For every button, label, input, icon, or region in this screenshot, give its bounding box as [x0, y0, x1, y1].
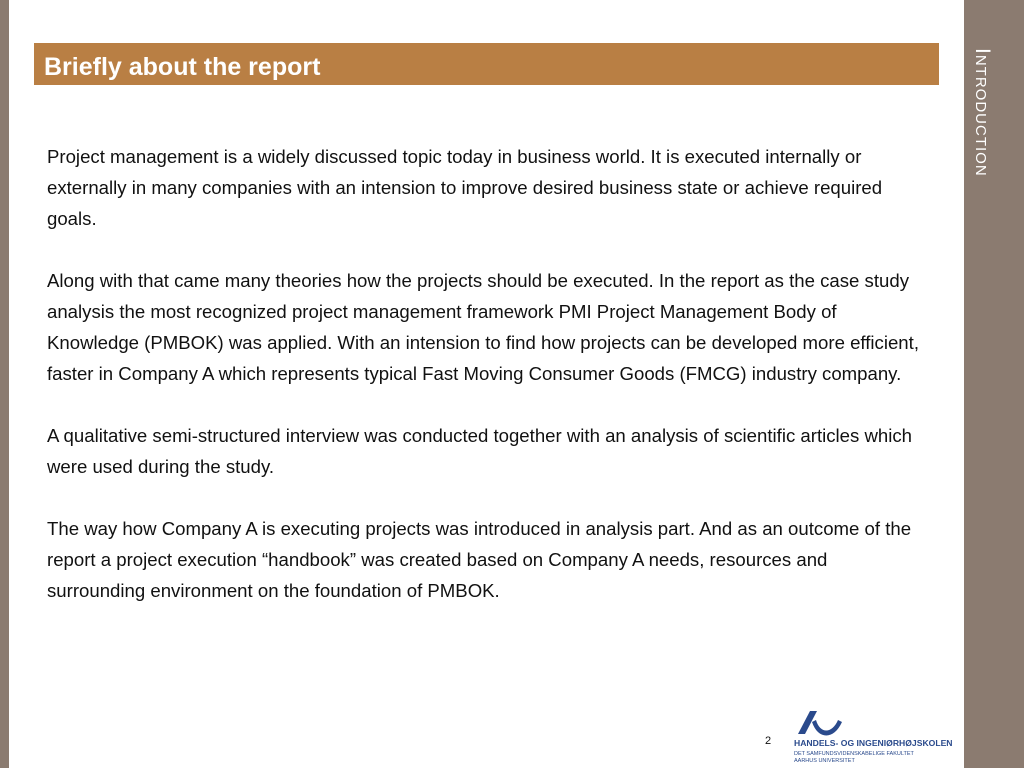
- paragraph-1: Project management is a widely discussed topic today in business world. It is executed internally or externally in many companies with an intension to improve desired business state or achieve required goals.: [47, 146, 883, 229]
- logo-line-3: AARHUS UNIVERSITET: [794, 758, 855, 764]
- logo-line-1: HANDELS- OG INGENIØRHØJSKOLEN: [794, 738, 953, 748]
- logo-line-2: DET SAMFUNDSVIDENSKABELIGE FAKULTET: [794, 751, 914, 757]
- page-number: 2: [765, 735, 772, 747]
- university-logo-mark-icon: [796, 708, 844, 736]
- paragraph-2: Along with that came many theories how the projects should be executed. In the report as the case study analysis the most recognized project management framework PMI Project Management Body of Knowledge (PMBOK) was applied. With an intension to find how projects can be developed more efficient, faster in Company A which represents typical Fast Moving Consumer Goods (FMCG) industry company.: [47, 270, 919, 384]
- paragraph-4: The way how Company A is executing projects was introduced in analysis part. And as an outcome of the report a project execution “handbook” was created based on Company A needs, resources and surrounding environment on the foundation of PMBOK.: [47, 518, 912, 601]
- section-label: Introduction: [971, 48, 994, 177]
- paragraph-3: A qualitative semi-structured interview was conducted together with an analysis of scientific articles which were used during the study.: [47, 425, 913, 477]
- university-logo: [794, 708, 960, 764]
- slide-title: Briefly about the report: [44, 53, 321, 81]
- title-bar: [34, 43, 939, 85]
- left-decorative-bar: [0, 0, 9, 768]
- slide-body: [47, 141, 927, 637]
